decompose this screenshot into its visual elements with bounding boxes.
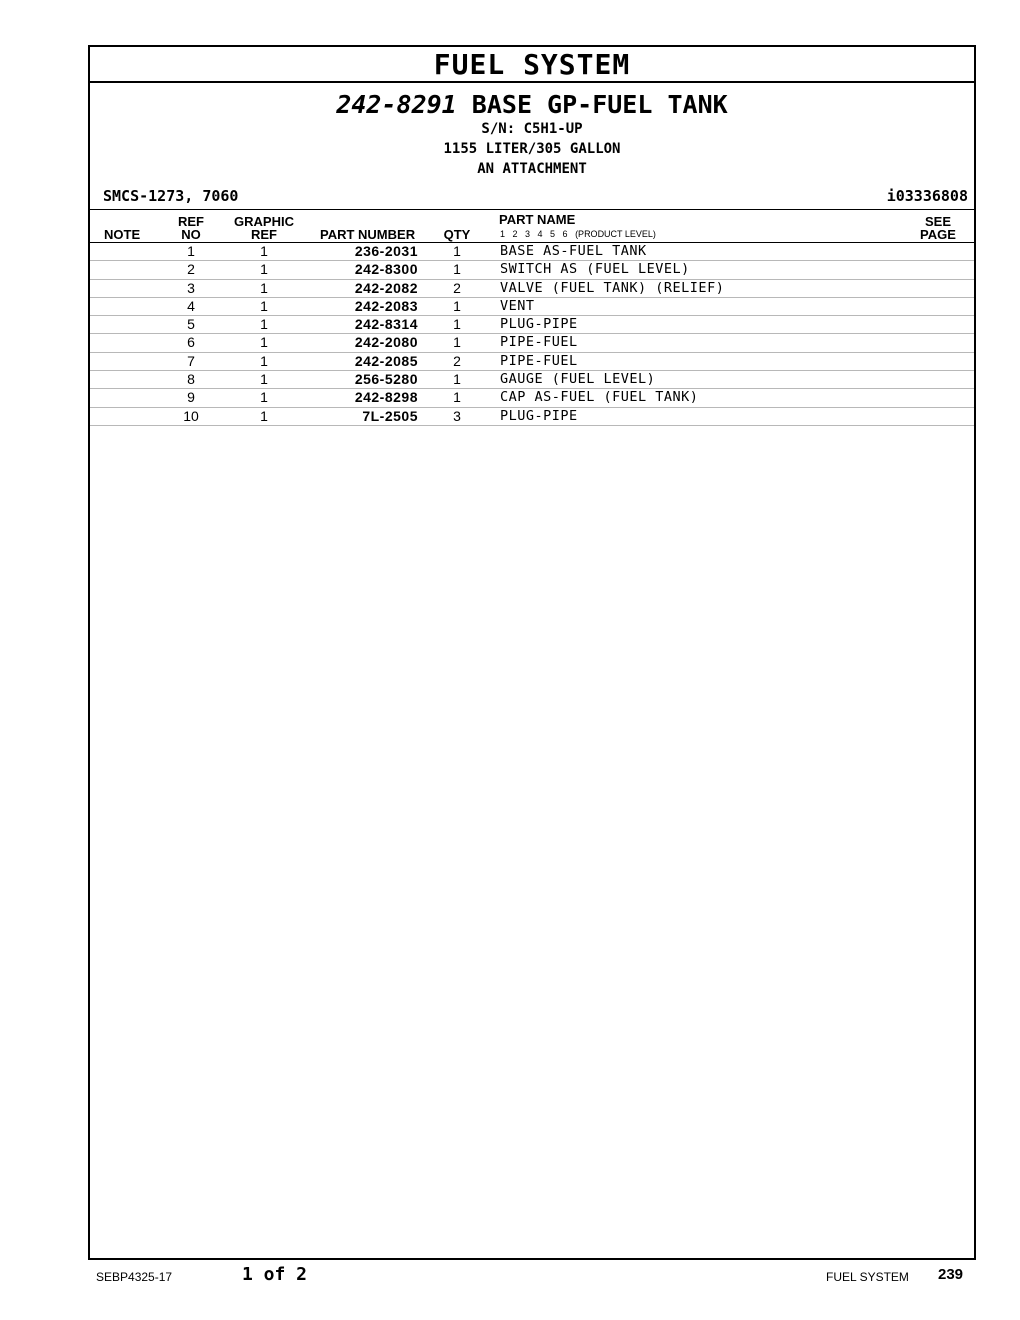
part-number-link[interactable]: 242-8314 <box>354 316 418 333</box>
graphic-ref-cell: 1 <box>260 297 268 314</box>
graphic-ref-cell: 1 <box>260 316 268 333</box>
group-number[interactable]: 242-8291 <box>336 90 457 119</box>
graphic-ref-cell: 1 <box>260 243 268 259</box>
graphic-ref-cell: 1 <box>260 261 268 278</box>
ref-no-cell: 4 <box>187 297 195 314</box>
col-part-number: PART NUMBER <box>320 227 416 242</box>
qty-cell: 1 <box>453 316 461 333</box>
ref-no-cell: 5 <box>187 316 195 333</box>
col-graphic-top: GRAPHIC <box>234 214 294 229</box>
ref-no-cell: 7 <box>187 352 195 369</box>
ref-no-cell: 10 <box>183 407 199 424</box>
ref-no-cell: 1 <box>187 243 195 259</box>
part-number-link[interactable]: 236-2031 <box>354 243 418 259</box>
table-row <box>90 261 974 279</box>
part-name-cell: PIPE-FUEL <box>500 334 578 351</box>
part-name-cell: SWITCH AS (FUEL LEVEL) <box>500 261 690 278</box>
part-number-link[interactable]: 242-2080 <box>354 334 418 351</box>
part-number-link[interactable]: 242-2082 <box>354 279 418 296</box>
table-row <box>90 280 974 298</box>
part-number-link[interactable]: 242-8300 <box>354 261 418 278</box>
smcs-code: SMCS-1273, 7060 <box>103 187 239 205</box>
col-part-name: PART NAME <box>499 212 576 227</box>
part-name-cell: PLUG-PIPE <box>500 316 578 333</box>
page-footer <box>0 1262 1020 1292</box>
part-number-link[interactable]: 242-2083 <box>354 297 418 314</box>
table-row <box>90 408 974 426</box>
group-header <box>90 91 974 179</box>
part-number-link[interactable]: 242-2085 <box>354 352 418 369</box>
serial-range: S/N: C5H1-UP <box>481 121 583 137</box>
illustration-id: i03336808 <box>886 187 968 205</box>
group-title <box>90 91 974 119</box>
graphic-ref-cell: 1 <box>260 352 268 369</box>
col-note: NOTE <box>104 227 141 242</box>
qty-cell: 1 <box>453 389 461 406</box>
col-ref-bottom: NO <box>181 227 201 242</box>
attachment-line: AN ATTACHMENT <box>477 161 587 177</box>
col-graphic-bottom: REF <box>251 227 277 242</box>
qty-cell: 1 <box>453 371 461 388</box>
col-qty: QTY <box>443 227 471 242</box>
table-row <box>90 353 974 371</box>
part-number-link[interactable]: 242-8298 <box>354 389 418 406</box>
qty-cell: 1 <box>453 334 461 351</box>
qty-cell: 2 <box>453 279 461 296</box>
table-row <box>90 334 974 352</box>
part-name-cell: CAP AS-FUEL (FUEL TANK) <box>500 389 699 406</box>
part-name-cell: PIPE-FUEL <box>500 352 578 369</box>
part-name-cell: PLUG-PIPE <box>500 407 578 424</box>
graphic-ref-cell: 1 <box>260 371 268 388</box>
ref-no-cell: 8 <box>187 371 195 388</box>
ref-no-cell: 3 <box>187 279 195 296</box>
col-see-bottom: PAGE <box>920 227 956 242</box>
graphic-ref-cell: 1 <box>260 279 268 296</box>
parts-page-frame <box>88 45 976 1260</box>
table-row <box>90 243 974 261</box>
part-number-link[interactable]: 256-5280 <box>354 371 418 388</box>
capacity-line: 1155 LITER/305 GALLON <box>443 141 621 157</box>
part-name-cell: VALVE (FUEL TANK) (RELIEF) <box>500 279 725 296</box>
level-numbers: 1 2 3 4 5 6 <box>500 229 568 239</box>
group-name: BASE GP-FUEL TANK <box>471 90 728 119</box>
part-name-cell: VENT <box>500 297 535 314</box>
part-name-cell: GAUGE (FUEL LEVEL) <box>500 371 656 388</box>
parts-table-body <box>90 243 974 426</box>
column-header <box>90 210 974 243</box>
product-level-label: (PRODUCT LEVEL) <box>575 229 656 239</box>
col-ref-top: REF <box>178 214 204 229</box>
system-title: FUEL SYSTEM <box>90 47 974 83</box>
footer-section: FUEL SYSTEM <box>826 1270 909 1284</box>
part-name-cell: BASE AS-FUEL TANK <box>500 243 647 259</box>
col-see-top: SEE <box>924 214 951 229</box>
qty-cell: 1 <box>453 261 461 278</box>
footer-page-of: 1 of 2 <box>242 1264 308 1285</box>
footer-doc-id: SEBP4325-17 <box>96 1270 173 1284</box>
table-row <box>90 389 974 407</box>
qty-cell: 1 <box>453 243 461 259</box>
qty-cell: 3 <box>453 407 461 424</box>
ref-no-cell: 6 <box>187 334 195 351</box>
ref-no-cell: 9 <box>187 389 195 406</box>
footer-page-number: 239 <box>938 1266 964 1283</box>
table-row <box>90 371 974 389</box>
qty-cell: 1 <box>453 297 461 314</box>
part-number-link[interactable]: 7L-2505 <box>362 407 418 424</box>
graphic-ref-cell: 1 <box>260 407 268 424</box>
table-row <box>90 316 974 334</box>
meta-row <box>90 185 974 210</box>
ref-no-cell: 2 <box>187 261 195 278</box>
product-levels <box>500 229 656 239</box>
graphic-ref-cell: 1 <box>260 334 268 351</box>
table-row <box>90 298 974 316</box>
qty-cell: 2 <box>453 352 461 369</box>
graphic-ref-cell: 1 <box>260 389 268 406</box>
